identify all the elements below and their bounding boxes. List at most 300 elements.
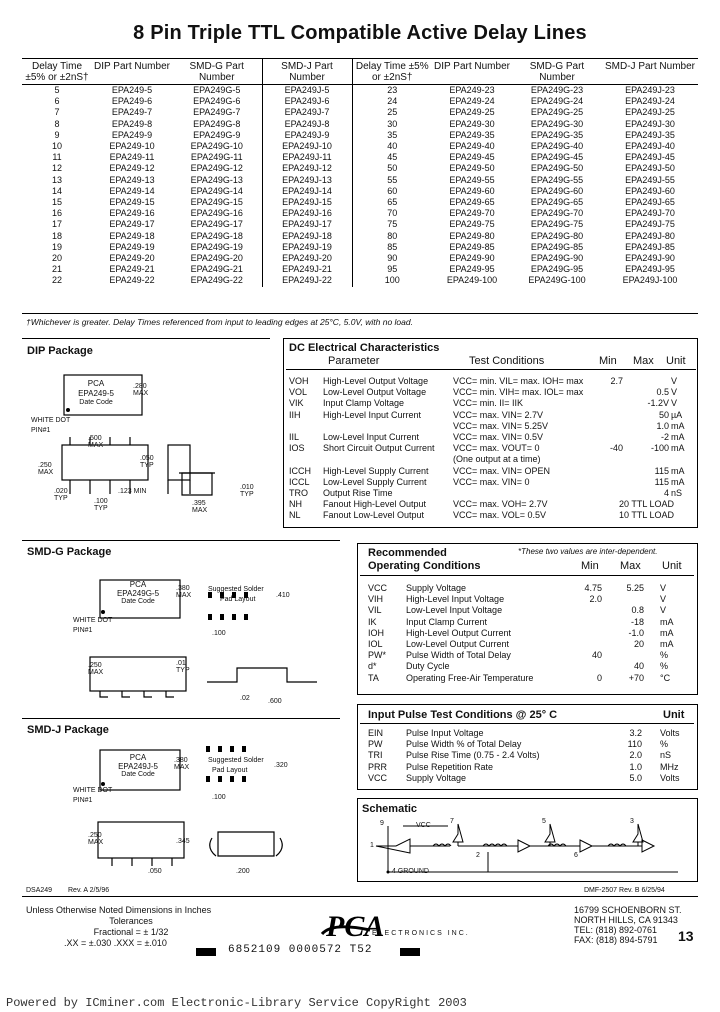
- table-cell: EPA249J-16: [262, 208, 352, 219]
- dip-dim-side: .250 MAX: [38, 462, 54, 476]
- table-cell: EPA249G-10: [190, 141, 243, 152]
- rec-max: 0.8: [631, 605, 644, 616]
- table-cell: EPA249-18: [109, 230, 155, 241]
- smdg-dim-01: .01 TYP: [176, 660, 190, 674]
- barcode-text: 6852109 0000572 T52: [228, 944, 373, 956]
- table-cell: 23: [352, 85, 432, 97]
- pulse-parameter: Pulse Repetition Rate: [406, 761, 494, 772]
- col-header: Delay Time ±5% or ±2nS†: [22, 59, 92, 85]
- col-header: DIP Part Number: [92, 59, 172, 85]
- schematic-pin5: 5: [542, 818, 546, 825]
- table-row: [22, 242, 698, 253]
- table-cell: EPA249-13: [109, 174, 155, 185]
- schematic-title: Schematic: [362, 803, 418, 815]
- dc-condition: VCC= min. VIL= max. IOH= max: [453, 376, 584, 386]
- pulse-value: 2.0: [629, 750, 642, 761]
- rec-header-rule: [360, 575, 694, 576]
- smdg-dim-250: .250 MAX: [88, 662, 104, 676]
- rec-unit: V: [660, 605, 667, 616]
- table-cell: EPA249G-9: [193, 129, 241, 140]
- table-cell: EPA249G-16: [190, 208, 243, 219]
- rec-min: 40: [591, 650, 602, 661]
- table-row: [22, 253, 698, 264]
- rec-min: 4.75: [584, 583, 602, 593]
- table-cell: EPA249J-13: [262, 175, 352, 186]
- table-cell: EPA249-70: [449, 208, 495, 219]
- table-cell: EPA249-24: [449, 96, 495, 107]
- table-cell: 17: [51, 219, 62, 230]
- table-cell: EPA249J-22: [262, 275, 352, 286]
- dc-max: 115: [654, 476, 669, 487]
- dc-symbol: NL: [289, 510, 301, 521]
- dc-parameter: High-Level Supply Current: [323, 465, 429, 476]
- table-cell: EPA249J-15: [262, 197, 352, 208]
- table-cell: EPA249G-13: [190, 174, 243, 185]
- dc-symbol: IIL: [289, 431, 300, 442]
- table-cell: EPA249G-85: [530, 241, 584, 252]
- rec-note: *These two values are inter-dependent.: [518, 547, 658, 556]
- rec-max: -18: [630, 616, 644, 627]
- dc-parameter: Low-Level Input Current: [323, 431, 420, 442]
- dc-unit: V: [671, 398, 678, 409]
- rec-symbol: PW*: [368, 650, 386, 661]
- spec-row: [368, 639, 693, 650]
- table-cell: EPA249-9: [111, 129, 153, 140]
- table-cell: 35: [352, 130, 432, 141]
- pulse-value: 5.0: [629, 772, 642, 783]
- table-cell: EPA249G-55: [530, 174, 584, 185]
- table-cell: EPA249G-80: [530, 230, 584, 241]
- dc-condition: VCC= max. VOH= 2.7V: [453, 499, 548, 510]
- dc-max: 0.5: [656, 387, 669, 398]
- spec-row: [289, 432, 694, 443]
- table-cell: EPA249J-45: [625, 152, 675, 163]
- dc-col-cond: Test Conditions: [469, 355, 545, 367]
- spec-row: [289, 477, 694, 488]
- rec-max: 40: [633, 661, 644, 672]
- smdj-dim-200: .200: [236, 868, 250, 875]
- table-cell: 100: [352, 275, 432, 286]
- table-cell: EPA249G-95: [530, 264, 584, 275]
- table-cell: 55: [352, 175, 432, 186]
- table-row: [22, 186, 698, 197]
- dc-symbol: IIH: [289, 409, 301, 420]
- dc-col-unit: Unit: [666, 355, 686, 367]
- table-cell: EPA249G-50: [530, 163, 584, 174]
- table-cell: 10: [51, 141, 62, 152]
- pulse-parameter: Pulse Input Voltage: [406, 728, 484, 738]
- table-cell: EPA249-60: [449, 185, 495, 196]
- table-cell: EPA249-45: [449, 152, 495, 163]
- table-cell: EPA249J-50: [625, 163, 675, 174]
- dc-min: 2.7: [610, 376, 623, 386]
- table-cell: EPA249G-19: [190, 241, 243, 252]
- schematic-pin1: 1: [370, 842, 374, 849]
- doc-right: DMF-2507 Rev. B 6/25/94: [584, 887, 665, 894]
- table-cell: 50: [352, 163, 432, 174]
- dc-condition: (One output at a time): [453, 454, 541, 465]
- spec-row: [368, 594, 693, 605]
- table-cell: EPA249J-18: [262, 231, 352, 242]
- dc-parameter: Low-Level Output Voltage: [323, 387, 427, 398]
- rec-unit: V: [660, 583, 667, 593]
- smdg-chip-line3: Date Code: [121, 598, 155, 605]
- table-cell: 7: [54, 107, 60, 118]
- table-bottom-rule: [22, 313, 698, 314]
- smdg-dim-100: .100: [212, 630, 226, 637]
- table-row: [22, 107, 698, 118]
- table-row: [22, 130, 698, 141]
- col-header: SMD-J Part Number: [262, 59, 352, 85]
- dc-max: 50: [658, 409, 669, 420]
- smdg-title: SMD-G Package: [27, 546, 112, 558]
- dip-dim-010: .010 TYP: [240, 484, 254, 498]
- table-cell: EPA249J-17: [262, 219, 352, 230]
- table-cell: EPA249-100: [446, 275, 498, 286]
- pulse-unit: MHz: [660, 761, 679, 772]
- dc-max: 10 TTL LOAD: [619, 510, 675, 521]
- spec-row: [368, 628, 693, 639]
- schematic-pin9: 9: [380, 820, 384, 827]
- smdg-dim-02: .02: [240, 695, 250, 702]
- dip-rule: [22, 338, 270, 339]
- table-cell: EPA249-6: [111, 96, 153, 107]
- rec-parameter: Low-Level Output Current: [406, 638, 510, 649]
- table-cell: EPA249G-100: [528, 275, 586, 286]
- rec-rows: [368, 583, 693, 684]
- rev-left: Rev. A 2/5/96: [68, 887, 110, 894]
- rec-unit: mA: [660, 638, 674, 649]
- pca-logo: [318, 902, 385, 944]
- table-cell: 25: [352, 107, 432, 118]
- dc-parameter: Output Rise Time: [323, 487, 393, 498]
- address-line1: 16799 SCHOENBORN ST.: [574, 905, 682, 915]
- dc-max: 1.0: [656, 420, 669, 431]
- dc-max: -100: [650, 443, 669, 454]
- dc-condition: VCC= min. II= IIK: [453, 398, 524, 409]
- dc-symbol: NH: [289, 499, 302, 510]
- dc-max: 4: [663, 487, 669, 498]
- table-cell: EPA249-95: [449, 264, 495, 275]
- spec-row: [289, 488, 694, 499]
- spec-row: [368, 762, 693, 773]
- rec-max: 20: [633, 638, 644, 649]
- smdj-title: SMD-J Package: [27, 724, 109, 736]
- dip-dim-len: .500 MAX: [88, 435, 104, 449]
- logo-sub: ELECTRONICS INC.: [372, 930, 470, 937]
- dc-unit: mA: [671, 443, 685, 454]
- rec-max: +70: [628, 672, 644, 683]
- rec-title1: Recommended: [368, 547, 447, 559]
- table-cell: EPA249-11: [109, 152, 155, 163]
- table-cell: EPA249J-25: [625, 107, 675, 118]
- address-line2: NORTH HILLS, CA 91343: [574, 915, 678, 925]
- table-cell: 20: [51, 253, 62, 264]
- table-cell: EPA249J-65: [625, 197, 675, 208]
- rec-symbol: IK: [368, 616, 377, 627]
- table-cell: EPA249J-95: [625, 264, 675, 275]
- spec-row: [368, 750, 693, 761]
- rec-symbol: d*: [368, 661, 377, 672]
- dc-parameter: Input Clamp Voltage: [323, 398, 405, 409]
- rec-symbol: VCC: [368, 583, 388, 593]
- table-cell: EPA249J-55: [625, 174, 675, 185]
- table-cell: 90: [352, 253, 432, 264]
- rec-unit: %: [660, 661, 669, 672]
- dip-title: DIP Package: [27, 345, 93, 357]
- table-header-row: [22, 59, 698, 85]
- pulse-value: 110: [627, 739, 642, 750]
- table-cell: 11: [52, 152, 62, 163]
- pulse-symbol: PW: [368, 739, 383, 750]
- smdg-pin1: PIN#1: [73, 627, 93, 634]
- pulse-unit: %: [660, 739, 669, 750]
- pulse-symbol: EIN: [368, 728, 384, 738]
- table-cell: EPA249J-75: [625, 219, 675, 230]
- table-cell: EPA249G-35: [530, 129, 584, 140]
- table-cell: 6: [54, 96, 60, 107]
- table-cell: 22: [51, 275, 62, 286]
- table-cell: EPA249-20: [109, 253, 155, 264]
- pulse-value: 3.2: [629, 728, 642, 738]
- dc-symbol: TRO: [289, 487, 308, 498]
- table-cell: EPA249G-22: [190, 275, 243, 286]
- table-cell: EPA249G-75: [530, 219, 584, 230]
- spec-row: [289, 398, 694, 409]
- pulse-unit: nS: [660, 750, 672, 761]
- rec-unit: mA: [660, 627, 674, 638]
- dip-dim-lead: .050 TYP: [140, 455, 154, 469]
- table-cell: EPA249-75: [449, 219, 495, 230]
- dip-dim-395: .395 MAX: [192, 500, 208, 514]
- dc-symbol: VOL: [289, 387, 308, 398]
- doc-left: DSA249: [26, 887, 53, 894]
- table-cell: EPA249-55: [449, 174, 495, 185]
- table-cell: 19: [51, 241, 62, 252]
- rec-max: -1.0: [628, 627, 644, 638]
- smdj-dim-345: .345: [176, 838, 190, 845]
- table-cell: EPA249J-12: [262, 163, 352, 174]
- rec-parameter: Supply Voltage: [406, 583, 467, 593]
- bottom-rule: [22, 896, 698, 897]
- dc-parameter: Fanout Low-Level Output: [323, 510, 425, 521]
- table-cell: 30: [352, 119, 432, 130]
- table-row: [22, 96, 698, 107]
- table-cell: EPA249G-11: [190, 152, 243, 163]
- part-number-table: [22, 58, 698, 287]
- table-cell: EPA249J-40: [625, 141, 675, 152]
- table-cell: EPA249G-40: [530, 141, 584, 152]
- table-cell: EPA249-23: [449, 85, 495, 95]
- table-cell: EPA249J-85: [625, 241, 675, 252]
- table-row: [22, 219, 698, 230]
- rec-min: 0: [596, 672, 602, 683]
- table-cell: 8: [54, 118, 60, 129]
- table-cell: EPA249J-7: [262, 107, 352, 118]
- table-cell: EPA249J-21: [262, 264, 352, 275]
- dip-chip-line3: Date Code: [79, 399, 113, 406]
- table-cell: 24: [352, 96, 432, 107]
- dc-unit: mA: [671, 476, 685, 487]
- dc-parameter: High-Level Output Voltage: [323, 376, 429, 386]
- pulse-value: 1.0: [629, 761, 642, 772]
- fax: FAX: (818) 894-5791: [574, 935, 658, 945]
- pulse-symbol: VCC: [368, 772, 388, 783]
- table-cell: EPA249-90: [449, 253, 495, 264]
- dc-min: -40: [609, 443, 623, 454]
- dip-dim-height: .280 MAX: [133, 383, 149, 397]
- table-cell: EPA249-25: [449, 107, 495, 118]
- rec-parameter: Pulse Width of Total Delay: [406, 650, 511, 661]
- col-header: DIP Part Number: [432, 59, 512, 85]
- dc-parameter: Low-Level Supply Current: [323, 476, 427, 487]
- smdj-pin1: PIN#1: [73, 797, 93, 804]
- dc-col-max: Max: [633, 355, 654, 367]
- table-cell: EPA249-30: [449, 118, 495, 129]
- table-row: [22, 275, 698, 286]
- table-cell: EPA249-16: [109, 208, 155, 219]
- table-cell: EPA249J-100: [622, 275, 678, 286]
- table-cell: EPA249J-80: [625, 230, 675, 241]
- dc-parameter: Fanout High-Level Output: [323, 499, 427, 510]
- dc-symbol: ICCL: [289, 476, 310, 487]
- table-cell: EPA249G-20: [190, 253, 243, 264]
- table-row: [22, 141, 698, 152]
- dc-parameter: Short Circuit Output Current: [323, 443, 435, 454]
- spec-row: [368, 605, 693, 616]
- smdj-dim-380: .380 MAX: [174, 757, 190, 771]
- table-cell: EPA249J-9: [262, 130, 352, 141]
- table-cell: EPA249J-23: [625, 85, 675, 95]
- smdj-suggested: Suggested Solder: [208, 757, 264, 764]
- smdj-white-dot: WHITE DOT: [73, 787, 113, 794]
- table-cell: EPA249G-60: [530, 185, 584, 196]
- rec-symbol: IOL: [368, 638, 383, 649]
- rec-symbol: VIL: [368, 605, 382, 616]
- table-cell: EPA249-19: [109, 241, 155, 252]
- table-cell: EPA249-17: [109, 219, 155, 230]
- notes-line3: Fractional = ± 1/32: [93, 927, 169, 937]
- table-cell: 9: [54, 129, 60, 140]
- table-cell: EPA249G-7: [193, 107, 241, 118]
- table-cell: EPA249J-5: [262, 85, 352, 97]
- table-cell: EPA249-12: [109, 163, 155, 174]
- rec-max: 5.25: [626, 583, 644, 593]
- table-cell: EPA249J-11: [262, 152, 352, 163]
- table-cell: 13: [51, 174, 62, 185]
- col-header: SMD-G Part Number: [512, 59, 602, 85]
- table-cell: EPA249-5: [111, 85, 153, 95]
- rec-parameter: High-Level Input Voltage: [406, 594, 505, 605]
- table-cell: EPA249G-8: [193, 118, 241, 129]
- dip-pin1: PIN#1: [31, 427, 51, 434]
- smdg-suggested: Suggested Solder: [208, 586, 264, 593]
- barcode-mark-left: [196, 948, 216, 956]
- dc-max: -2: [660, 431, 669, 442]
- table-cell: EPA249G-17: [190, 219, 243, 230]
- dc-symbol: VIK: [289, 398, 304, 409]
- table-cell: EPA249-35: [449, 129, 495, 140]
- dc-max: -1.2V: [647, 398, 669, 409]
- smdj-dim-250: .250 MAX: [88, 832, 104, 846]
- dc-condition: VCC= max. VOUT= 0: [453, 443, 540, 454]
- dc-title: DC Electrical Characteristics: [289, 342, 440, 354]
- rec-col-max: Max: [620, 560, 641, 572]
- table-cell: EPA249J-30: [625, 118, 675, 129]
- dc-condition: VCC= max. VIN= 0.5V: [453, 431, 544, 442]
- smdg-chip-line2: EPA249G-5: [116, 589, 160, 598]
- notes-line2: Tolerances: [109, 916, 153, 926]
- dip-dim-100: .100 TYP: [94, 498, 108, 512]
- table-cell: EPA249G-23: [530, 85, 584, 95]
- table-cell: EPA249G-24: [530, 96, 584, 107]
- table-cell: 14: [51, 185, 62, 196]
- dc-condition: VCC= max. VIN= 5.25V: [453, 420, 549, 431]
- page-number: 13: [678, 928, 694, 944]
- spec-row: [368, 773, 693, 784]
- rec-title2: Operating Conditions: [368, 560, 481, 572]
- rec-min: 2.0: [589, 594, 602, 605]
- dc-unit: V: [671, 376, 678, 386]
- table-cell: EPA249J-20: [262, 253, 352, 264]
- table-cell: 40: [352, 141, 432, 152]
- table-cell: EPA249G-30: [530, 118, 584, 129]
- table-cell: EPA249G-70: [530, 208, 584, 219]
- table-cell: EPA249J-19: [262, 242, 352, 253]
- table-cell: EPA249-80: [449, 230, 495, 241]
- spec-row: [289, 499, 694, 510]
- spec-row: [289, 466, 694, 477]
- schematic-vcc: VCC: [416, 822, 431, 829]
- table-cell: 80: [352, 231, 432, 242]
- table-cell: 45: [352, 152, 432, 163]
- table-cell: EPA249-15: [109, 197, 155, 208]
- spec-row: [368, 673, 693, 684]
- dc-condition: VCC= max. VIN= OPEN: [453, 465, 551, 476]
- table-cell: EPA249J-35: [625, 129, 675, 140]
- table-row: [22, 197, 698, 208]
- spec-row: [368, 617, 693, 628]
- dc-condition: VCC= min. VIH= max. IOL= max: [453, 387, 584, 398]
- table-cell: EPA249-40: [449, 141, 495, 152]
- rec-col-min: Min: [581, 560, 599, 572]
- dc-unit: nS: [671, 487, 683, 498]
- dc-symbol: IOS: [289, 443, 305, 454]
- smdg-dim-600: .600: [268, 698, 282, 705]
- table-row: [22, 163, 698, 174]
- pulse-rows: [368, 728, 693, 784]
- logo-text: PCA: [326, 910, 385, 943]
- dc-symbol: VOH: [289, 376, 309, 386]
- spec-row: [368, 661, 693, 672]
- spec-row: [289, 443, 694, 454]
- pulse-symbol: TRI: [368, 750, 383, 761]
- dip-chip-line2: EPA249-5: [78, 389, 114, 398]
- rec-parameter: High-Level Output Current: [406, 627, 512, 638]
- table-cell: 15: [51, 197, 62, 208]
- tel: TEL: (818) 892-0761: [574, 925, 658, 935]
- smdj-chip-line1: PCA: [129, 753, 147, 762]
- table-row: [22, 208, 698, 219]
- table-cell: EPA249-65: [449, 197, 495, 208]
- smdj-chip-line2: EPA249J-5: [118, 762, 158, 771]
- table-cell: EPA249-14: [109, 185, 155, 196]
- pulse-symbol: PRR: [368, 761, 388, 772]
- schematic-pin3: 3: [630, 818, 634, 825]
- pulse-col-unit: Unit: [663, 709, 685, 721]
- table-cell: EPA249G-5: [193, 85, 241, 95]
- table-cell: EPA249-10: [109, 141, 155, 152]
